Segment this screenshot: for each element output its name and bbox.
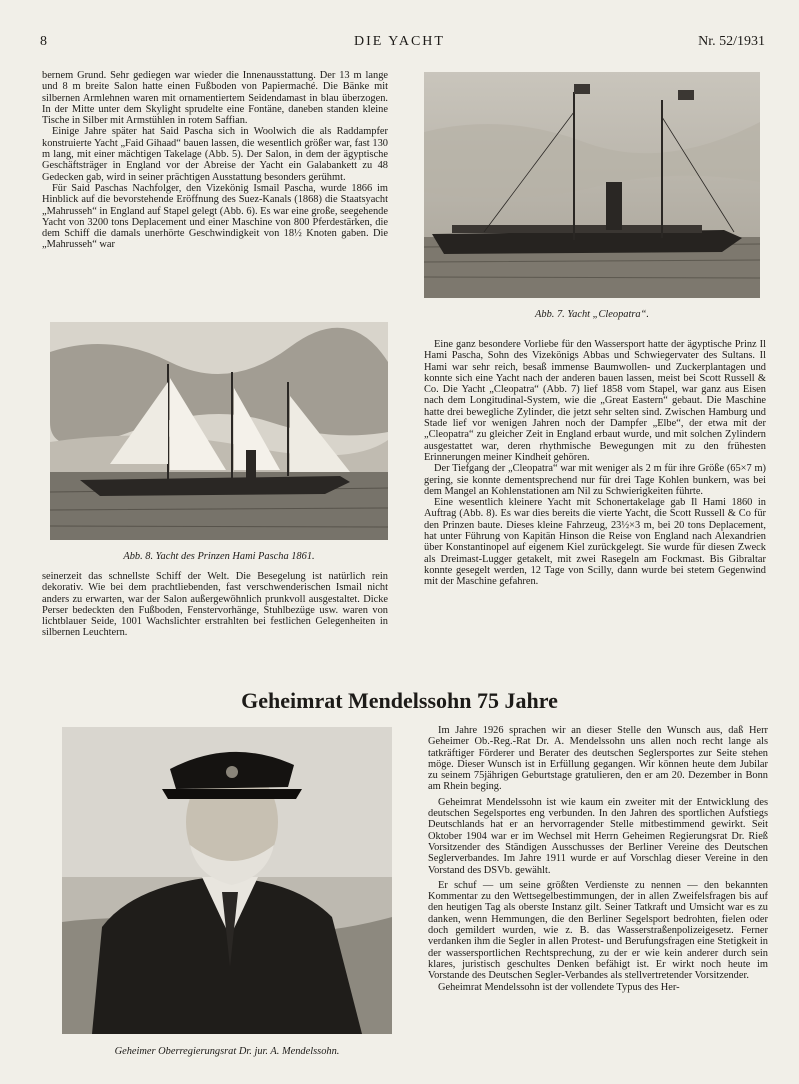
paragraph: Einige Jahre später hat Said Pascha sich in Woolwich die als Raddampfer konstruierte Yacht „Faid Gihaad“ bauen lassen, die wesentlich größer war, fast 130 m lang, mit einer mächtigen Takelage (Abb. 5). Der Salon, in dem der ägyptische Geschäftsträger in England vor der Abreise der Yacht ein Galabankett zu 48 Gedecken gab, wird in seiner prächtigen Ausstattung besonders gerühmt. (42, 126, 388, 183)
column-top-left (42, 70, 388, 251)
paragraph: Für Said Paschas Nachfolger, den Vizekönig Ismail Pascha, wurde 1866 im Hinblick auf die bevorstehende Eröffnung des Suez-Kanals (1868) die Staatsyacht „Mahrusseh“ in England auf Stapel gelegt (Abb. 6). Es war eine große, seegehende Yacht von 3200 tons Deplacement und einer Maschine von 800 Pferdestärken, die dem Schiff die damals unerhörte Geschwindigkeit von 18½ Knoten gaben. Die „Mahrusseh“ war (42, 182, 388, 251)
paragraph: Der Tiefgang der „Cleopatra“ war mit weniger als 2 m für ihre Größe (65×7 m) gering, sie konnte dementsprechend nur für drei Tage Kohlen bunkern, was bei dem Mangel an Kohlenstationen am Nil zu Schwierigkeiten führte. (424, 463, 766, 497)
magazine-title: DIE YACHT (354, 34, 445, 49)
paragraph: Eine wesentlich kleinere Yacht mit Schonertakelage gab Il Hami 1860 in Auftrag (Abb. 8). Es war dies bereits die vierte Yacht, die Scott Russell & Co für den Prinzen baute. Dieses kleine Fahrzeug, 23½×3 m, bei 20 tons Deplacement, hat unter Führung von Kapitän Hinson die Reise von England nach Alexandrien über Konstantinopel auf eigenem Kiel zurückgelegt. Sie wurde für diesen Zweck als Dreimast-Lugger getakelt, mit zwei Rasegeln am Fockmast. Bis Gibraltar konnte gesegelt werden, 12 Tage von Scilly, dann wurde bei stetem Gegenwind mit der Maschine gefahren. (424, 497, 766, 588)
paragraph: Geheimrat Mendelssohn ist der vollendete Typus des Her- (438, 981, 680, 993)
figure-7-caption: Abb. 7. Yacht „Cleopatra“. (535, 309, 649, 320)
column-mid-right (424, 339, 766, 588)
page-header (0, 34, 799, 54)
portrait-photo (62, 727, 392, 1034)
article-column (428, 725, 768, 993)
paragraph: Er schuf — um seine größten Verdienste zu nennen — den bekannten Kommentar zu den Wettsegelbestimmungen, der in allen Zweifelsfragen bis auf den heutigen Tag als oberste Instanz gilt. Seiner Tatkraft und Umsicht war es zu danken, wenn Hemmungen, die den Berliner Segelsport bedrohten, fielen oder doch gemildert wurden, wie z. B. das Wasserstraßenpolizeigesetz. Ferner verdanken ihm die Segler in allen Protest- und Berufungsfragen eine Stetigkeit in der wassersportlichen Rechtsprechung, zu der er wie kein anderer durch sein klares, juristisch geschultes Denken befähigt ist. Er wirkt noch heute im Vorstande des Deutschen Segler-Verbandes als stellvertretender Vorsitzender. (428, 879, 768, 982)
paragraph: Im Jahre 1926 sprachen wir an dieser Stelle den Wunsch aus, daß Herr Geheimer Ob.-Reg.-Rat Dr. A. Mendelssohn uns allen noch recht lange als tatkräftiger Förderer und Berater des deutschen Seglersportes zur Seite stehen möge. Dieser Wunsch ist in Erfüllung gegangen. Wir können heute dem Jubilar zu seinem 75jährigen Geburtstage gratulieren, den er am 20. Dezember in Bonn am Rhein beging. (428, 725, 768, 793)
paragraph: Eine ganz besondere Vorliebe für den Wassersport hatte der ägyptische Prinz Il Hami Pascha, Sohn des Vizekönigs Abbas und Schwiegervater des Sultans. Il Hami war sehr reich, besaß immense Baumwollen- und Zuckerplantagen und konnte sich eine Yacht nach der anderen bauen lassen, meist bei Scott Russell & Co. Die Yacht „Cleopatra“ (Abb. 7) lief 1858 vom Stapel, war ganz aus Eisen nach dem Longitudinal-System, wie die „Great Eastern“ gebaut. Die Maschine hatte drei bewegliche Zylinder, die jetzt sehr selten sind. Zwischen Hamburg und Stade lief vor wenigen Jahren noch der Dampfer „Elbe“, der etwa mit der „Cleopatra“ zu gleicher Zeit in England erbaut wurde, und mit solchen Zylindern ausgestattet war, deren rhythmische Bewegungen mit zu den frühesten Erinnerungen meiner Kindheit gehören. (424, 339, 766, 463)
issue-number: Nr. 52/1931 (698, 34, 765, 49)
article-headline: Geheimrat Mendelssohn 75 Jahre (241, 688, 558, 713)
paragraph: bernem Grund. Sehr gediegen war wieder die Innenausstattung. Der 13 m lange und 8 m breite Salon hatte einen Fußboden von Papiermaché. Die Bänke mit silbernen Armlehnen waren mit ornamentiertem Seidendamast in blau überzogen. In der Mitte unter dem Skylight sprudelte eine Fontäne, daneben standen kleine Tische in Silber mit Armstühlen in rotem Saffian. (42, 70, 388, 127)
figure-schooner-hami-pascha (50, 322, 388, 540)
paragraph: seinerzeit das schnellste Schiff der Welt. Die Besegelung ist natürlich rein dekorativ. Wie bei dem prachtliebenden, fast verschwenderischen Ismail nicht anders zu erwarten, war der Salon außergewöhnlich prunkvoll ausgestaltet. Dicke Perser bedeckten den Fußboden, Fenstervorhänge, Stuhlbezüge usw. waren von lichtblauer Seide, 1001 Wachslichter erstrahlten bei festlichen Gelegenheiten in silbernen Leuchtern. (42, 571, 388, 639)
portrait-caption: Geheimer Oberregierungsrat Dr. jur. A. Mendelssohn. (114, 1046, 340, 1057)
paragraph: Geheimrat Mendelssohn ist wie kaum ein zweiter mit der Entwicklung des deutschen Segelsportes eng verbunden. In den Jahren des sportlichen Aufstiegs Deutschlands hat er an hervorragender Stelle mitbestimmend gewirkt. Seit Oktober 1904 war er im Wechsel mit Herrn Geheimen Regierungsrat Dr. Rieß Vorsitzender des Ständigen Ausschusses der Berliner Vereine des Deutschen Seglerverbandes. Im Jahre 1911 wurde er auf Vorschlag dieser Vereine in den Vorstand des DSVb. gewählt. (428, 796, 768, 876)
column-mid-left (42, 571, 388, 639)
figure-8-caption: Abb. 8. Yacht des Prinzen Hami Pascha 1861. (123, 551, 315, 562)
figure-yacht-cleopatra (424, 72, 760, 298)
page-number: 8 (40, 34, 47, 49)
